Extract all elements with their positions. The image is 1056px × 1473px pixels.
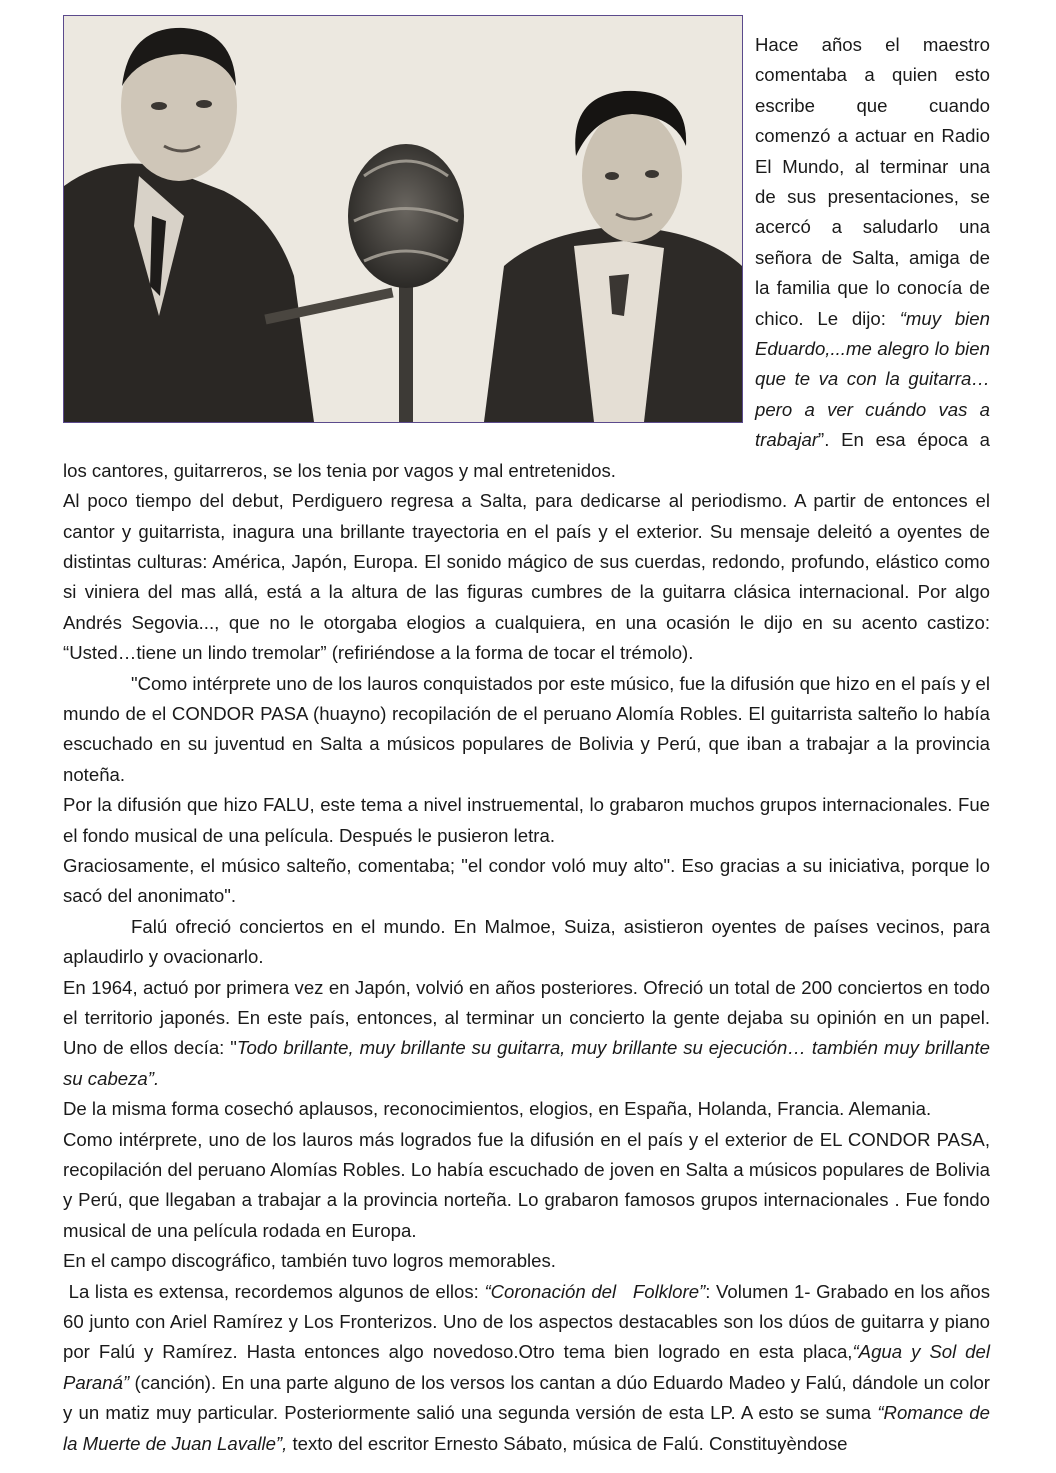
article xyxy=(63,30,996,1459)
japon-quote: Todo brillante, muy brillante su guitarra, muy brillante su ejecución… también muy brillante su cabeza”. xyxy=(63,1037,990,1089)
intro-text: Hace años el maestro comentaba a quien esto escribe que cuando comenzó a actuar en Radio El Mundo, al terminar una de sus presentaciones, se acercó a saludarlo una señora de Salta, amiga de la familia que lo conocía de chico. Le dijo: xyxy=(755,34,990,329)
lista-text-2: : Volumen 1- Grabado en los años 60 junto con Ariel Ramírez y Los Fronterizos. Uno de los aspectos destacables son los dúos de guitarra y piano por Falú y Ramírez. Hasta entonces algo novedoso.Otro tema bien logrado en esta placa, xyxy=(63,1280,996,1363)
japon-text: En 1964, actuó por primera vez en Japón, volvió en años posteriores. Ofreció un total de 200 conciertos en todo el territorio japonés. En este país, entonces, al terminar un concierto la gente dejaba su opinión en un papel. Uno de ellos decía: " xyxy=(63,976,990,1059)
right-man-face xyxy=(582,110,682,242)
intro-text-end: ”. En esa época a los cantores, guitarreros, se los tenia por vagos y mal entretenidos. xyxy=(63,429,990,481)
work-title-romance-lavalle: “Romance de la Muerte de Juan Lavalle”, xyxy=(63,1402,996,1454)
paragraph-debut: Al poco tiempo del debut, Perdiguero regresa a Salta, para dedicarse al periodismo. A partir de entonces el cantor y guitarrista, inagura una brillante trayectoria en el país y el exterior. Su mensaje deleitó a oyentes de distintas culturas: América, Japón, Europa. El sonido mágico de sus cuerdas, redondo, profundo, elástico como si viniera del mas allá, está a la altura de las figuras cumbres de la guitarra clásica internacional. Por algo Andrés Segovia..., que no le otorgaba elogios a cualquiera, en una ocasión le dijo en su acento castizo: “Usted…tiene un lindo tremolar” (refiriéndose a la forma de tocar el trémolo). xyxy=(63,490,990,664)
paragraph-condor-2: Como intérprete, uno de los lauros más logrados fue la difusión en el país y el exterior de EL CONDOR PASA, recopilación del peruano Alomías Robles. Lo había escuchado de joven en Salta a músicos populares de Bolivia y Perú, que llegaban a trabajar a la provincia norteña. Lo grabaron famosos grupos internacionales . Fue fondo musical de una película rodada en Europa. xyxy=(63,1128,990,1241)
paragraph-discografia: En el campo discográfico, también tuvo logros memorables. xyxy=(63,1250,556,1272)
lista-text-3: (canción). En una parte alguno de los versos los cantan a dúo Eduardo Madeo y Falú, dándole un color y un matiz muy particular. Posteriormente salió una segunda versión de esta LP. A esto se suma xyxy=(63,1371,996,1424)
paragraph-europa: De la misma forma cosechó aplausos, reconocimientos, elogios, en España, Holanda, Francia. Alemania. xyxy=(63,1098,932,1120)
paragraph-difusion: Por la difusión que hizo FALU, este tema a nivel instruemental, lo grabaron muchos grupos internacionales. Fue el fondo musical de una película. Después le pusieron letra. xyxy=(63,794,990,846)
paragraph-conciertos: Falú ofreció conciertos en el mundo. En Malmoe, Suiza, asistieron oyentes de países vecinos, para aplaudirlo y ovacionarlo. xyxy=(63,915,990,968)
photo-falu-radio xyxy=(63,15,743,423)
intro-quote: “muy bien Eduardo,...me alegro lo bien que te va con la guitarra… pero a ver cuándo vas a trabajar xyxy=(755,307,990,451)
microphone-stand xyxy=(399,266,413,422)
paragraph-japon xyxy=(63,973,990,1095)
paragraph-graciosamente: Graciosamente, el músico salteño, comentaba; "el condor voló muy alto". Eso gracias a su iniciativa, porque lo sacó del anonimato". xyxy=(63,854,990,907)
song-title-agua-y-sol: “Agua y Sol del Paraná” xyxy=(63,1341,996,1393)
photo-illustration xyxy=(64,16,742,422)
paragraph-condor-1: "Como intérprete uno de los lauros conquistados por este músico, fue la difusión que hizo en el país y el mundo de el CONDOR PASA (huayno) recopilación de el peruano Alomía Robles. El guitarrista salteño lo había escuchado en su juventud en Salta a músicos populares de Bolivia y Perú, que iban a trabajar a la provincia noteña. xyxy=(63,672,990,785)
album-title-coronacion: “Coronación del Folklore” xyxy=(484,1280,706,1302)
paragraph-lista xyxy=(63,1277,996,1459)
lista-text-1: La lista es extensa, recordemos algunos de ellos: xyxy=(63,1280,485,1302)
lista-text-4: texto del escritor Ernesto Sábato, música de Falú. Constituyèndose xyxy=(287,1432,848,1454)
